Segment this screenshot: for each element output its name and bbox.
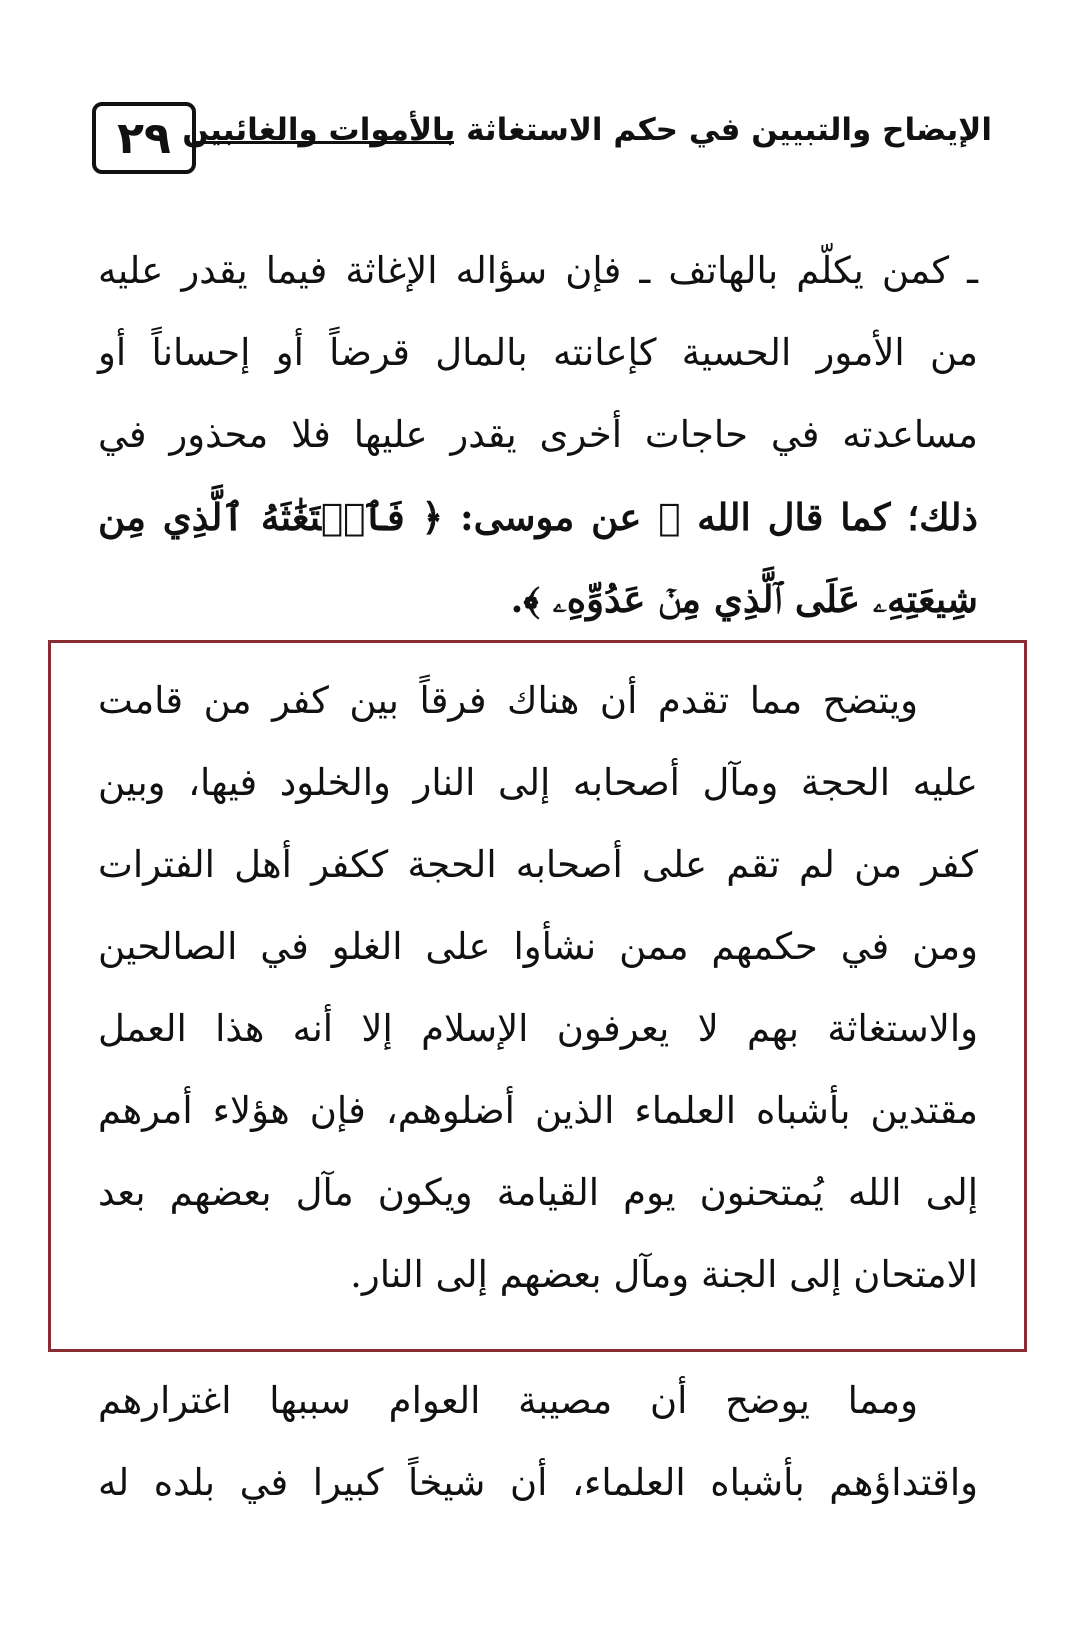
text-line: مساعدته في حاجات أخرى يقدر عليها فلا محذور في <box>98 413 978 456</box>
text-line: ومما يوضح أن مصيبة العوام سببها اغترارهم <box>98 1379 918 1422</box>
paragraph-3 <box>98 1360 978 1524</box>
text-line-quran: شِيعَتِهِۦ عَلَى ٱلَّذِي مِنۡ عَدُوِّهِۦ ﴾. <box>510 577 978 621</box>
text-line: ويتضح مما تقدم أن هناك فرقاً بين كفر من قامت <box>98 679 918 722</box>
paragraph-2-boxed <box>98 660 978 1316</box>
text-line: واقتداؤهم بأشباه العلماء، أن شيخاً كبيرا في بلده له <box>98 1461 978 1504</box>
page-number: ٢٩ <box>92 102 196 174</box>
text-line: ـ كمن يكلّم بالهاتف ـ فإن سؤاله الإغاثة فيما يقدر عليه <box>98 249 978 292</box>
paragraph-1 <box>98 230 978 640</box>
page-header <box>92 98 992 182</box>
text-line: الامتحان إلى الجنة ومآل بعضهم إلى النار. <box>350 1253 978 1296</box>
text-line: كفر من لم تقم على أصحابه الحجة ككفر أهل الفترات <box>98 843 978 886</box>
text-line: عليه الحجة ومآل أصحابه إلى النار والخلود فيها، وبين <box>98 761 978 804</box>
running-title: الإيضاح والتبيين في حكم الاستغاثة بالأموات والغائبين <box>182 112 992 148</box>
text-line: إلى الله يُمتحنون يوم القيامة ويكون مآل بعضهم بعد <box>98 1171 978 1214</box>
text-line-quran: ذلك؛ كما قال الله ﷻ عن موسى: ﴿ فَٱسۡتَغَٰثَهُ ٱلَّذِي مِن <box>98 495 978 539</box>
text-line: ومن في حكمهم ممن نشأوا على الغلو في الصالحين <box>98 925 978 968</box>
text-line: مقتدين بأشباه العلماء الذين أضلوهم، فإن هؤلاء أمرهم <box>98 1089 978 1132</box>
text-line: والاستغاثة بهم لا يعرفون الإسلام إلا أنه هذا العمل <box>98 1007 978 1050</box>
text-line: من الأمور الحسية كإعانته بالمال قرضاً أو إحساناً أو <box>98 331 978 374</box>
